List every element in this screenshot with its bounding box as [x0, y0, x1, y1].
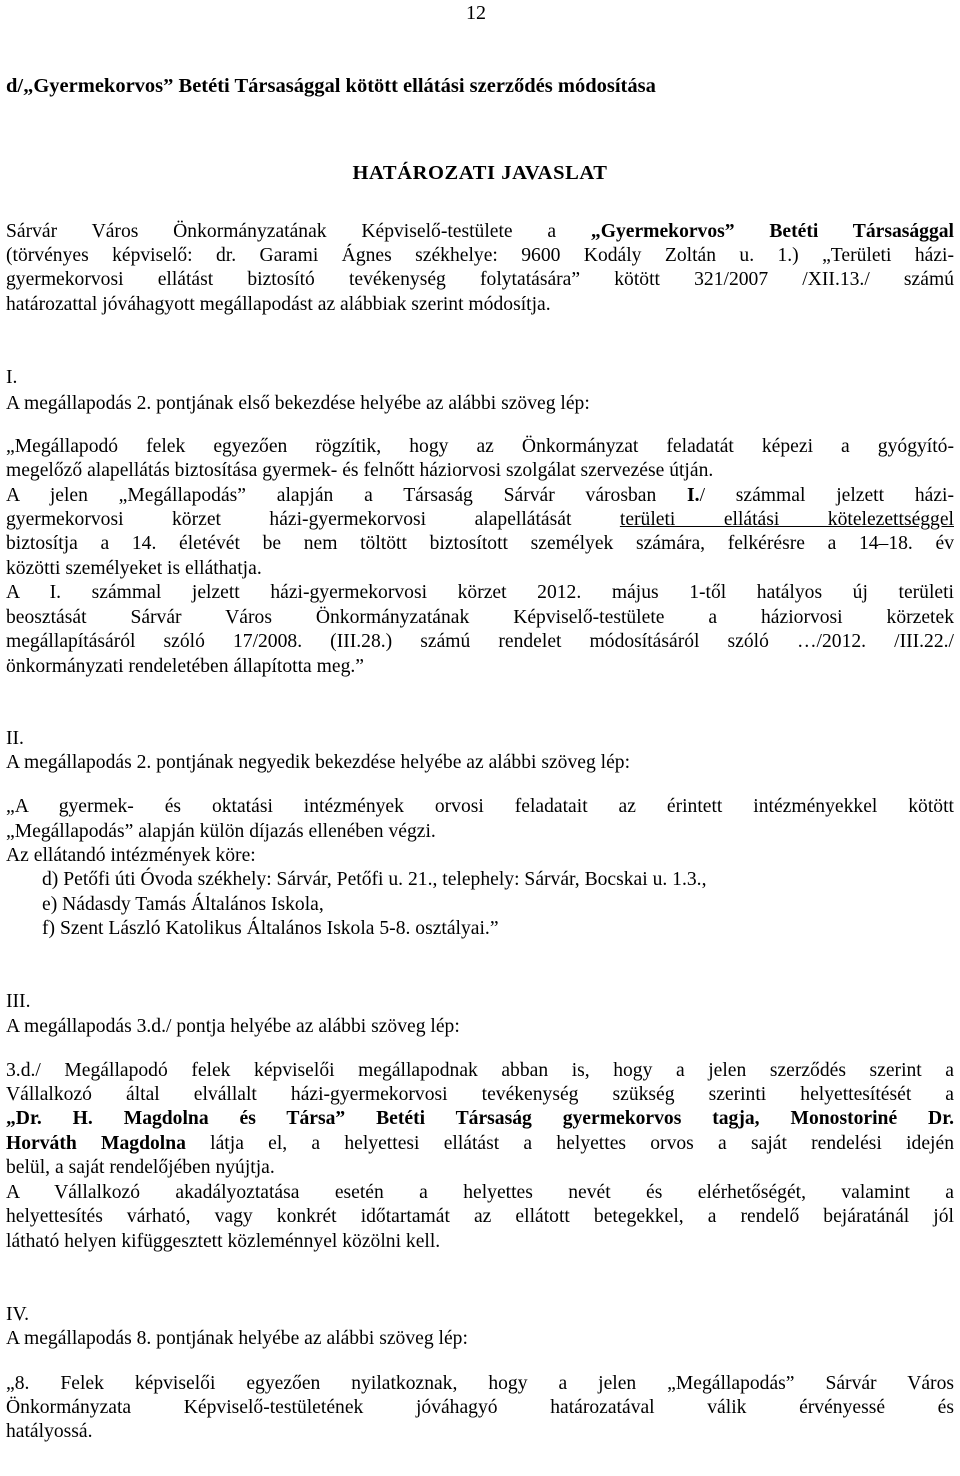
page-number: 12: [466, 2, 486, 24]
section-1-number: I.: [6, 367, 18, 388]
document-title: d/„Gyermekorvos” Betéti Társasággal kötött ellátási szerződés módosítása: [6, 75, 656, 97]
district-number: I.: [687, 485, 700, 506]
section-1-p2-line-2: [6, 509, 954, 531]
section-3-p2-line-1: A Vállalkozó akadályoztatása esetén a helyettes nevét és elérhetőségét, valamint a: [6, 1182, 954, 1203]
section-1-p2-line-1: [6, 485, 954, 507]
company-name: „Gyermekorvos” Betéti Társasággal: [590, 221, 954, 242]
text-run: gyermekorvosi körzet házi-gyermekorvosi alapellátását: [6, 509, 572, 530]
intro-text: Sárvár Város Önkormányzatának Képviselő-testülete a: [6, 221, 557, 242]
section-4-lead: A megállapodás 8. pontjának helyébe az alábbi szöveg lép:: [6, 1328, 468, 1349]
section-2-p1-line-2: „Megállapodás” alapján külön díjazás ellenében végzi.: [6, 821, 436, 842]
section-2-p1-line-1: „A gyermek- és oktatási intézmények orvosi feladatait az érintett intézményekkel kötött: [6, 796, 954, 817]
section-1-p3-line-4: önkormányzati rendeletében állapította meg.”: [6, 656, 364, 677]
section-2-number: II.: [6, 728, 24, 749]
intro-line-1: [6, 221, 954, 243]
list-item: e) Nádasdy Tamás Általános Iskola,: [42, 894, 324, 915]
section-1-p3-line-1: A I. számmal jelzett házi-gyermekorvosi körzet 2012. május 1-től hatályos új területi: [6, 582, 954, 603]
section-1-p2-line-3: biztosítja a 14. életévét be nem töltött biztosított személyek számára, felkérésre a 14–18. év: [6, 533, 954, 554]
deputy-doctor-name: Horváth Magdolna: [6, 1133, 186, 1154]
section-1-p2-line-4: közötti személyeket is elláthatja.: [6, 558, 262, 579]
section-4-p1-line-2: Önkormányzata Képviselő-testületének jóváhagyó határozatával válik érvényessé és: [6, 1397, 954, 1418]
text-run: látja el, a helyettesi ellátást a helyettes orvos a saját rendelési idején: [210, 1133, 954, 1154]
resolution-heading: HATÁROZATI JAVASLAT: [352, 162, 608, 184]
section-2-list-heading: Az ellátandó intézmények köre:: [6, 845, 256, 866]
section-2-lead: A megállapodás 2. pontjának negyedik bekezdése helyébe az alábbi szöveg lép:: [6, 752, 631, 773]
section-1-p1-line-2: megelőző alapellátás biztosítása gyermek- és felnőtt háziorvosi szolgálat szervezése útján.: [6, 460, 714, 481]
section-3-p1-line-3: [6, 1108, 954, 1130]
section-4-p1-line-1: „8. Felek képviselői egyezően nyilatkoznak, hogy a jelen „Megállapodás” Sárvár Város: [6, 1373, 954, 1394]
section-3-p1-line-1: 3.d./ Megállapodó felek képviselői megállapodnak abban is, hogy a jelen szerződés szerint a: [6, 1060, 954, 1081]
section-1-p3-line-3: megállapításáról szóló 17/2008. (III.28.) számú rendelet módosításáról szóló …/2012. /III.22./: [6, 631, 954, 652]
section-1-lead: A megállapodás 2. pontjának első bekezdése helyébe az alábbi szöveg lép:: [6, 393, 590, 414]
section-3-number: III.: [6, 991, 31, 1012]
section-3-lead: A megállapodás 3.d./ pontja helyébe az alábbi szöveg lép:: [6, 1016, 460, 1037]
section-3-p1-line-4: [6, 1133, 954, 1155]
section-3-p2-line-2: helyettesítés várható, vagy konkrét időtartamát az ellátott betegekkel, a rendelő bejáratánál jól: [6, 1206, 954, 1227]
deputy-company-name: „Dr. H. Magdolna és Társa” Betéti Társaság gyermekorvos tagja, Monostoriné Dr.: [6, 1108, 954, 1129]
section-4-p1-line-3: hatályossá.: [6, 1421, 93, 1442]
section-4-number: IV.: [6, 1304, 30, 1325]
intro-line-3: gyermekorvosi ellátást biztosító tevékenység folytatására” kötött 321/2007 /XII.13./ számú: [6, 269, 954, 290]
intro-line-2: (törvényes képviselő: dr. Garami Ágnes székhelye: 9600 Kodály Zoltán u. 1.) „Területi házi-: [6, 245, 954, 266]
text-run: / számmal jelzett házi-: [699, 485, 954, 506]
section-1-p1-line-1: „Megállapodó felek egyezően rögzítik, hogy az Önkormányzat feladatát képezi a gyógyító-: [6, 436, 954, 457]
section-3-p1-line-2: Vállalkozó által elvállalt házi-gyermekorvosi tevékenység szükség szerinti helyettesítését a: [6, 1084, 954, 1105]
section-3-p1-line-5: belül, a saját rendelőjében nyújtja.: [6, 1157, 275, 1178]
intro-line-4: határozattal jóváhagyott megállapodást az alábbiak szerint módosítja.: [6, 294, 551, 315]
text-run: A jelen „Megállapodás” alapján a Társaság Sárvár városban: [6, 485, 657, 506]
section-3-p2-line-3: látható helyen kifüggesztett közleménnyel közölni kell.: [6, 1231, 441, 1252]
list-item: d) Petőfi úti Óvoda székhely: Sárvár, Petőfi u. 21., telephely: Sárvár, Bocskai u. 1.3.,: [42, 869, 707, 890]
section-1-p3-line-2: beosztását Sárvár Város Önkormányzatának Képviselő-testülete a háziorvosi körzetek: [6, 607, 954, 628]
list-item: f) Szent László Katolikus Általános Iskola 5-8. osztályai.”: [42, 918, 499, 939]
underlined-obligation: területi ellátási kötelezettséggel: [619, 509, 954, 530]
